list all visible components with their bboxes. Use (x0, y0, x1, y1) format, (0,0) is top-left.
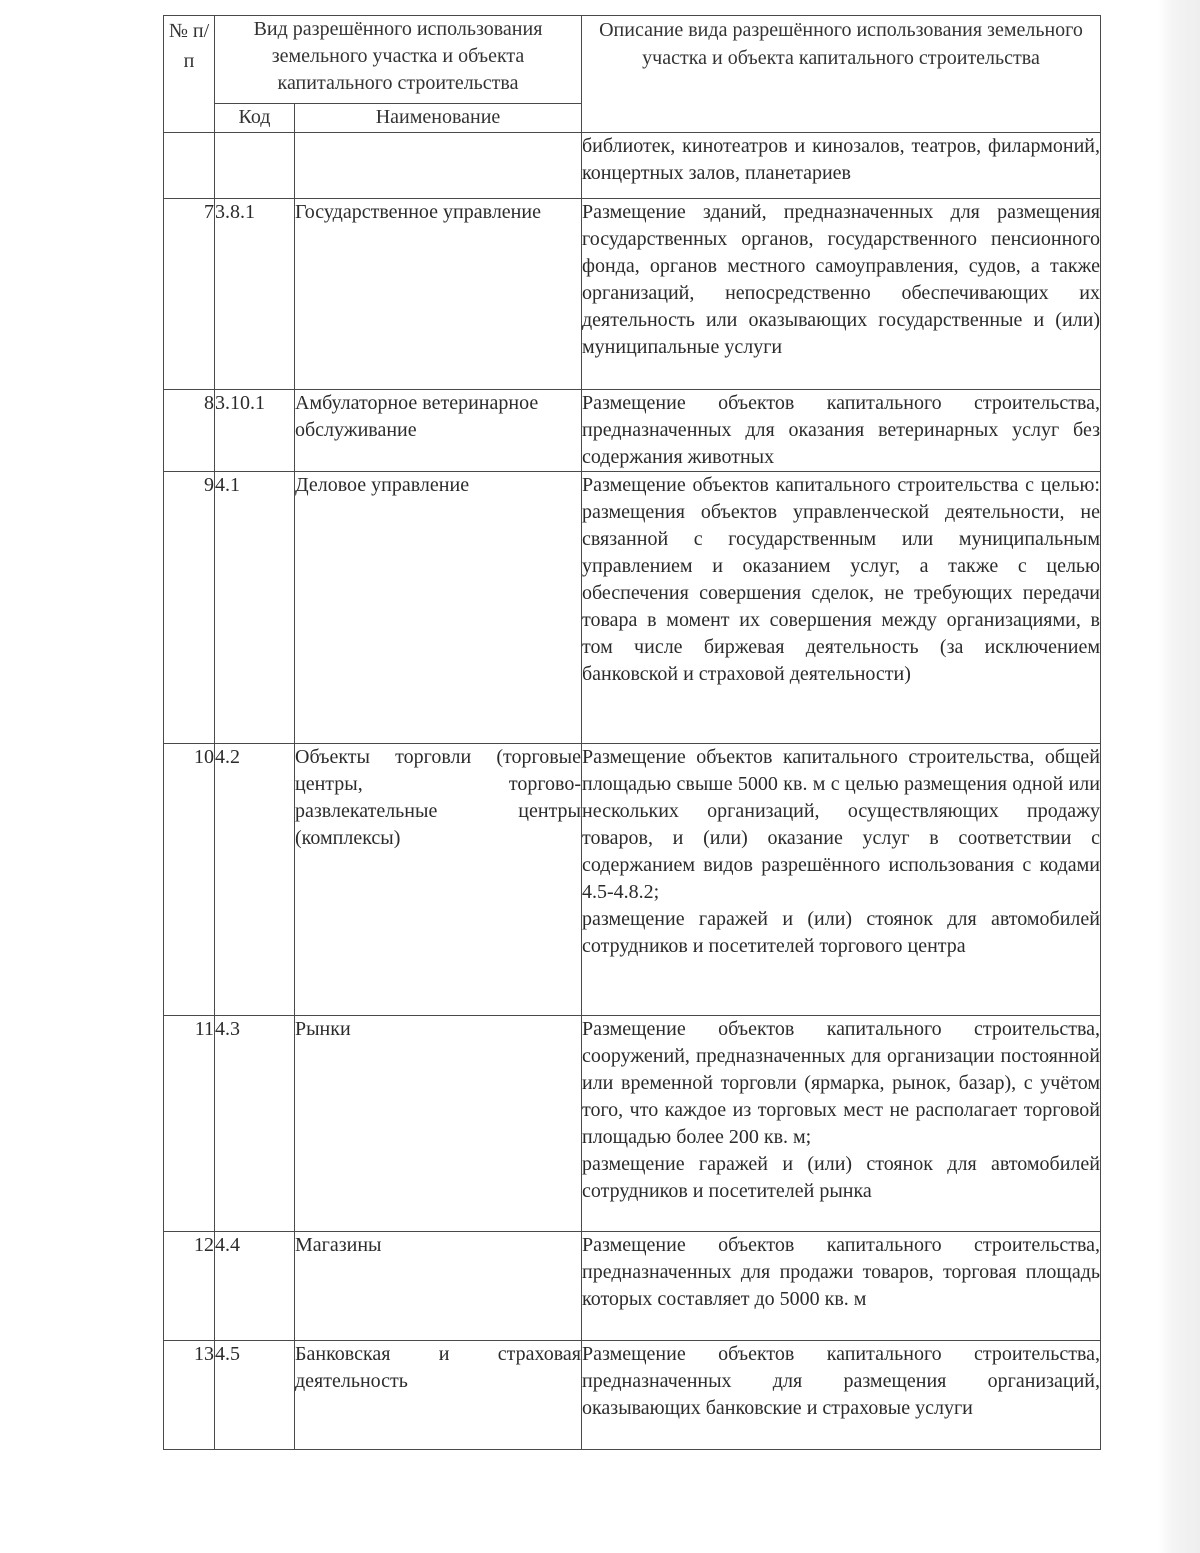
row-code: 4.2 (215, 744, 295, 1016)
table-row (164, 199, 1101, 390)
description-paragraph: Размещение объектов капитального строительства, общей площадью свыше 5000 кв. м с целью размещения одной или нескольких организаций, осуществляющих продажу товаров, и (или) оказание услуг в соответствии с содержанием видов разрешённого использования с кодами 4.5-4.8.2; (582, 746, 1100, 903)
scan-page-edge (1158, 0, 1200, 1553)
row-name: Амбулаторное ветеринарное обслуживание (295, 390, 582, 472)
row-code: 4.5 (215, 1341, 295, 1450)
row-code: 3.8.1 (215, 199, 295, 390)
row-num: 8 (164, 390, 215, 472)
row-description (582, 1016, 1101, 1232)
row-num: 11 (164, 1016, 215, 1232)
header-code: Код (215, 104, 295, 133)
row-description: Размещение объектов капитального строительства, предназначенных для продажи товаров, торговая площадь которых составляет до 5000 кв. м (582, 1232, 1101, 1341)
table-row (164, 1016, 1101, 1232)
row-name: Государственное управление (295, 199, 582, 390)
row-description: Размещение объектов капитального строительства, предназначенных для оказания ветеринарных услуг без содержания животных (582, 390, 1101, 472)
row-num: 12 (164, 1232, 215, 1341)
row-name: Банковская и страховая деятельность (295, 1341, 582, 1450)
header-description: Описание вида разрешённого использования земельного участка и объекта капитального строительства (582, 16, 1101, 133)
row-num: 7 (164, 199, 215, 390)
description-paragraph: размещение гаражей и (или) стоянок для автомобилей сотрудников и посетителей торгового центра (582, 908, 1100, 957)
table-header (164, 16, 1101, 133)
row-code: 4.4 (215, 1232, 295, 1341)
table-row (164, 472, 1101, 744)
table-row (164, 1341, 1101, 1450)
row-num (164, 133, 215, 199)
header-num: № п/п (164, 16, 215, 133)
row-name: Деловое управление (295, 472, 582, 744)
row-num: 13 (164, 1341, 215, 1450)
header-name: Наименование (295, 104, 582, 133)
row-num: 9 (164, 472, 215, 744)
row-name (295, 133, 582, 199)
row-name: Рынки (295, 1016, 582, 1232)
row-name: Магазины (295, 1232, 582, 1341)
land-use-table (163, 15, 1101, 1450)
description-paragraph: размещение гаражей и (или) стоянок для автомобилей сотрудников и посетителей рынка (582, 1153, 1100, 1202)
table-row (164, 390, 1101, 472)
description-paragraph: Размещение объектов капитального строительства, сооружений, предназначенных для организации постоянной или временной торговли (ярмарка, рынок, базар), с учётом того, что каждое из торговых мест не располагает торговой площадью более 200 кв. м; (582, 1018, 1100, 1148)
row-description: библиотек, кинотеатров и кинозалов, театров, филармоний, концертных залов, планетариев (582, 133, 1101, 199)
table-row (164, 1232, 1101, 1341)
table-row (164, 133, 1101, 199)
header-use-type: Вид разрешённого использования земельного участка и объекта капитального строительства (215, 16, 582, 104)
table-row (164, 744, 1101, 1016)
row-description: Размещение объектов капитального строительства, предназначенных для размещения организаций, оказывающих банковские и страховые услуги (582, 1341, 1101, 1450)
row-description: Размещение объектов капитального строительства с целью: размещения объектов управленческой деятельности, не связанной с государственным или муниципальным управлением и оказанием услуг, а также с целью обеспечения совершения сделок, не требующих передачи товара в момент их совершения между организациями, в том числе биржевая деятельность (за исключением банковской и страховой деятельности) (582, 472, 1101, 744)
row-code: 4.1 (215, 472, 295, 744)
row-code (215, 133, 295, 199)
row-num: 10 (164, 744, 215, 1016)
row-description (582, 744, 1101, 1016)
row-description: Размещение зданий, предназначенных для размещения государственных органов, государственного пенсионного фонда, органов местного самоуправления, судов, а также организаций, непосредственно обеспечивающих их деятельность или оказывающих государственные и (или) муниципальные услуги (582, 199, 1101, 390)
row-code: 4.3 (215, 1016, 295, 1232)
row-code: 3.10.1 (215, 390, 295, 472)
row-name: Объекты торговли (торговые центры, торгово-развлекательные центры (комплексы) (295, 744, 582, 1016)
